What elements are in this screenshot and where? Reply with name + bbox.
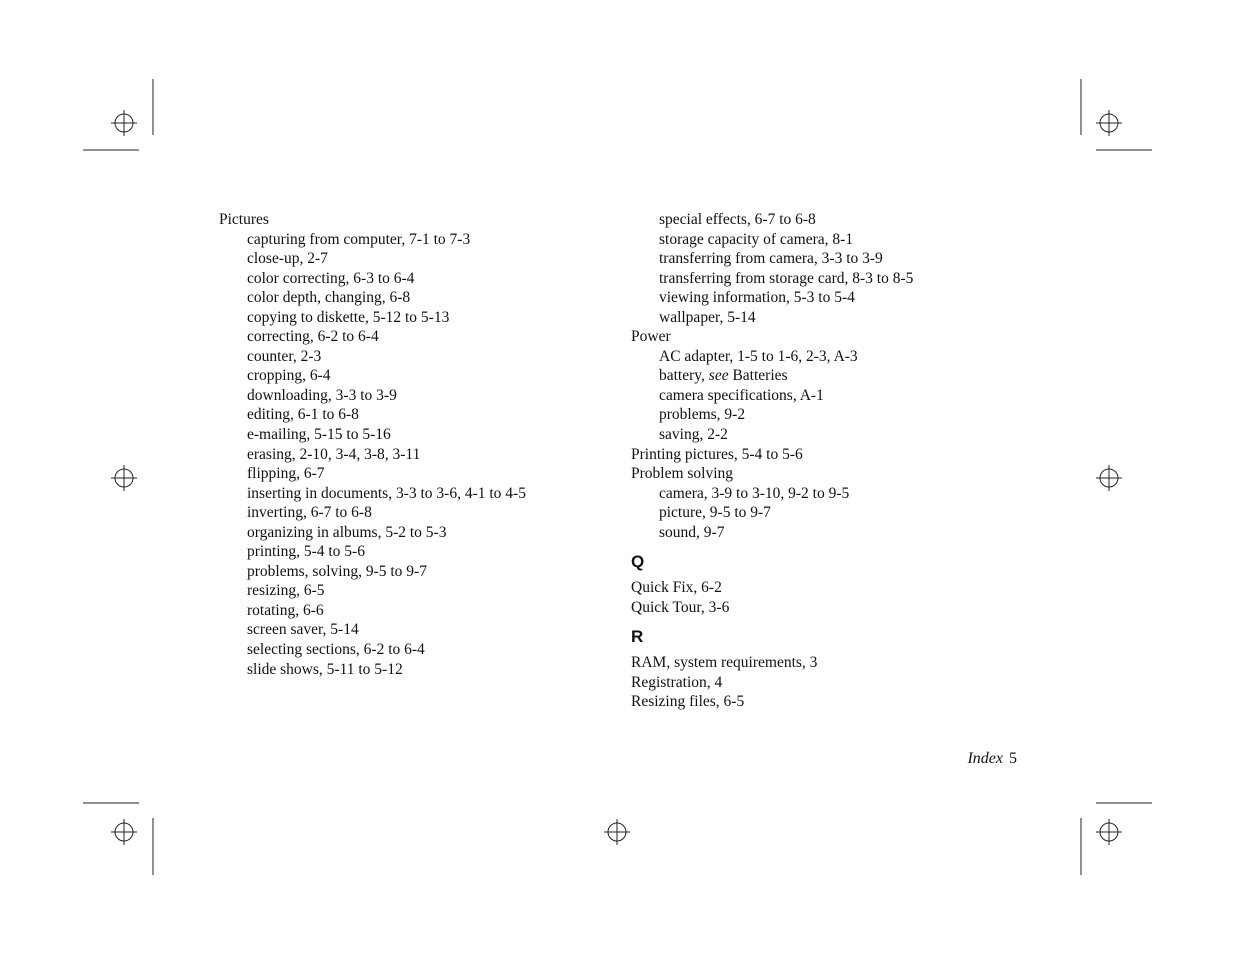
section-letter-r: R	[631, 627, 644, 647]
index-subentry: transferring from camera, 3-3 to 3-9	[659, 250, 883, 268]
entry-reference-target: Batteries	[728, 367, 788, 385]
index-entry: Pictures	[219, 211, 269, 228]
index-group-r	[631, 653, 1051, 712]
index-group-p-continued	[631, 210, 1051, 542]
index-subentry: printing, 5-4 to 5-6	[247, 543, 365, 561]
index-subentry: cropping, 6-4	[247, 367, 331, 385]
index-subentry: transferring from storage card, 8-3 to 8-5	[659, 269, 914, 287]
index-group-q	[631, 578, 1051, 617]
index-entry: Power	[631, 328, 671, 346]
entry-cross-reference: see	[708, 367, 729, 385]
footer-section-label: Index	[967, 750, 1003, 767]
index-entry: RAM, system requirements, 3	[631, 654, 818, 672]
index-entry: Resizing files, 6-5	[631, 693, 745, 711]
index-subentry: inverting, 6-7 to 6-8	[247, 504, 372, 522]
index-entry: Quick Tour, 3-6	[631, 598, 730, 616]
index-entry: Registration, 4	[631, 673, 723, 691]
index-subentry: counter, 2-3	[247, 347, 322, 365]
index-subentry: selecting sections, 6-2 to 6-4	[247, 641, 425, 659]
index-subentry: copying to diskette, 5-12 to 5-13	[247, 308, 450, 326]
index-subentry: viewing information, 5-3 to 5-4	[659, 289, 855, 307]
index-subentry: color depth, changing, 6-8	[247, 289, 411, 307]
index-subentry: problems, solving, 9-5 to 9-7	[247, 562, 427, 580]
index-subentry: color correcting, 6-3 to 6-4	[247, 269, 415, 287]
index-subentry: slide shows, 5-11 to 5-12	[247, 660, 403, 678]
index-entry: Printing pictures, 5-4 to 5-6	[631, 445, 803, 463]
entry-text: battery,	[659, 367, 709, 385]
index-column-left	[219, 210, 599, 679]
index-entry: Quick Fix, 6-2	[631, 579, 722, 597]
index-subentry: capturing from computer, 7-1 to 7-3	[247, 230, 471, 248]
index-subentry: problems, 9-2	[659, 406, 746, 424]
index-subentry: wallpaper, 5-14	[659, 308, 756, 326]
page-footer	[900, 749, 1017, 769]
index-subentry: saving, 2-2	[659, 426, 728, 444]
index-subentry: storage capacity of camera, 8-1	[659, 230, 854, 248]
section-letter-q: Q	[631, 552, 645, 572]
index-subentry: special effects, 6-7 to 6-8	[659, 211, 816, 228]
page-number: 5	[1009, 750, 1017, 767]
index-column-right	[631, 210, 1051, 712]
index-subentry: screen saver, 5-14	[247, 621, 359, 639]
index-subentry: inserting in documents, 3-3 to 3-6, 4-1 to 4-5	[247, 484, 526, 502]
index-subentry: downloading, 3-3 to 3-9	[247, 386, 397, 404]
index-subentry	[631, 366, 1051, 386]
index-subentry: picture, 9-5 to 9-7	[659, 504, 771, 522]
index-subentry: camera, 3-9 to 3-10, 9-2 to 9-5	[659, 484, 850, 502]
index-subentry: erasing, 2-10, 3-4, 3-8, 3-11	[247, 445, 421, 463]
index-subentry: sound, 9-7	[659, 523, 725, 541]
index-subentry: AC adapter, 1-5 to 1-6, 2-3, A-3	[659, 347, 858, 365]
index-subentry: flipping, 6-7	[247, 465, 325, 483]
index-subentry: close-up, 2-7	[247, 250, 328, 268]
index-subentry: correcting, 6-2 to 6-4	[247, 328, 379, 346]
index-subentry: editing, 6-1 to 6-8	[247, 406, 359, 424]
index-entry: Problem solving	[631, 465, 734, 483]
index-subentry: organizing in albums, 5-2 to 5-3	[247, 523, 447, 541]
index-subentry: resizing, 6-5	[247, 582, 325, 600]
index-subentry: camera specifications, A-1	[659, 386, 824, 404]
index-subentry: rotating, 6-6	[247, 601, 324, 619]
index-subentry: e-mailing, 5-15 to 5-16	[247, 426, 391, 444]
